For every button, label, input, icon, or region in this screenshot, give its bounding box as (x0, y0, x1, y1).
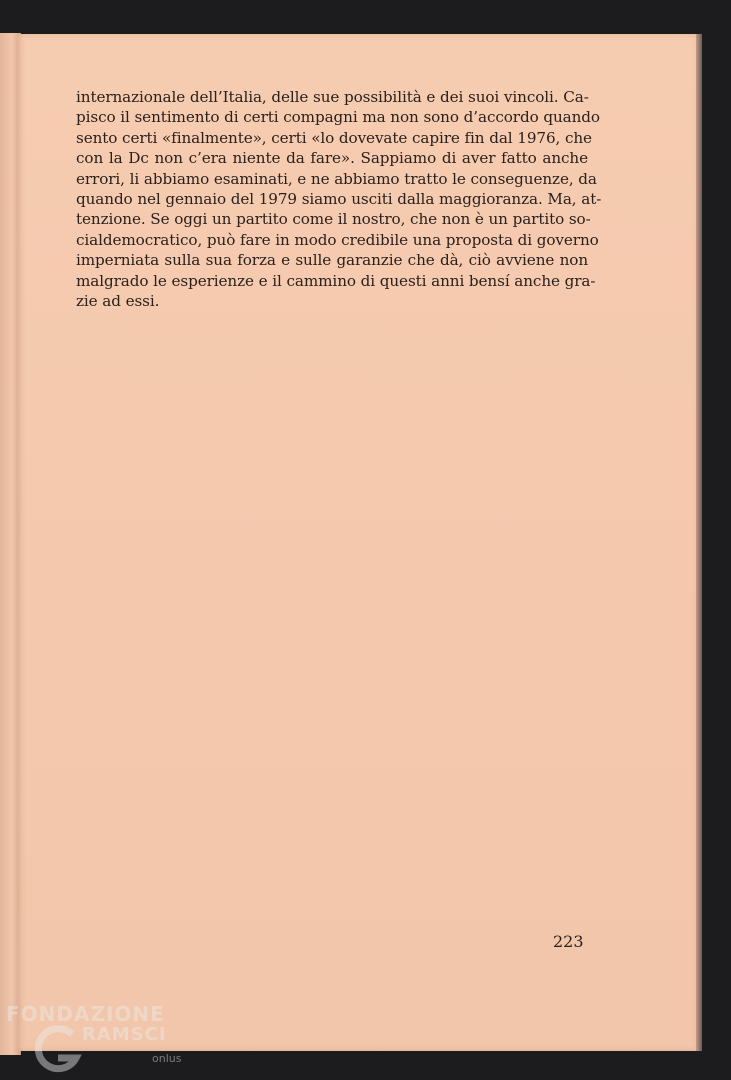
page-right-edge (696, 34, 702, 1051)
text-line: malgrado le esperienze e il cammino di questi anni bensí anche gra- (76, 271, 596, 290)
fondazione-gramsci-watermark (0, 1000, 200, 1080)
g-logo-icon (28, 1024, 84, 1074)
text-line: errori, li abbiamo esaminati, e ne abbiamo tratto le conseguenze, da (76, 169, 597, 188)
text-line: imperniata sulla sua forza e sulle garanzie che dà, ciò avviene non (76, 251, 588, 270)
page-number: 223 (553, 932, 584, 951)
watermark-line2: RAMSCI (82, 1024, 167, 1045)
text-line: pisco il sentimento di certi compagni ma non sono d’accordo quando (76, 108, 600, 127)
text-line: sento certi «finalmente», certi «lo dovevate capire fin dal 1976, che (76, 128, 592, 147)
watermark-suffix: onlus (152, 1052, 182, 1065)
body-paragraph (76, 87, 602, 311)
watermark-line1: FONDAZIONE (6, 1002, 165, 1026)
text-line: con la Dc non c’era niente da fare». Sappiamo di aver fatto anche (76, 149, 588, 168)
text-line: quando nel gennaio del 1979 siamo usciti dalla maggioranza. Ma, at- (76, 190, 602, 209)
text-line: zie ad essi. (76, 292, 160, 311)
text-line: tenzione. Se oggi un partito come il nostro, che non è un partito so- (76, 210, 591, 229)
text-line: cialdemocratico, può fare in modo credibile una proposta di governo (76, 230, 599, 249)
text-line: internazionale dell’Italia, delle sue possibilità e dei suoi vincoli. Ca- (76, 88, 589, 106)
